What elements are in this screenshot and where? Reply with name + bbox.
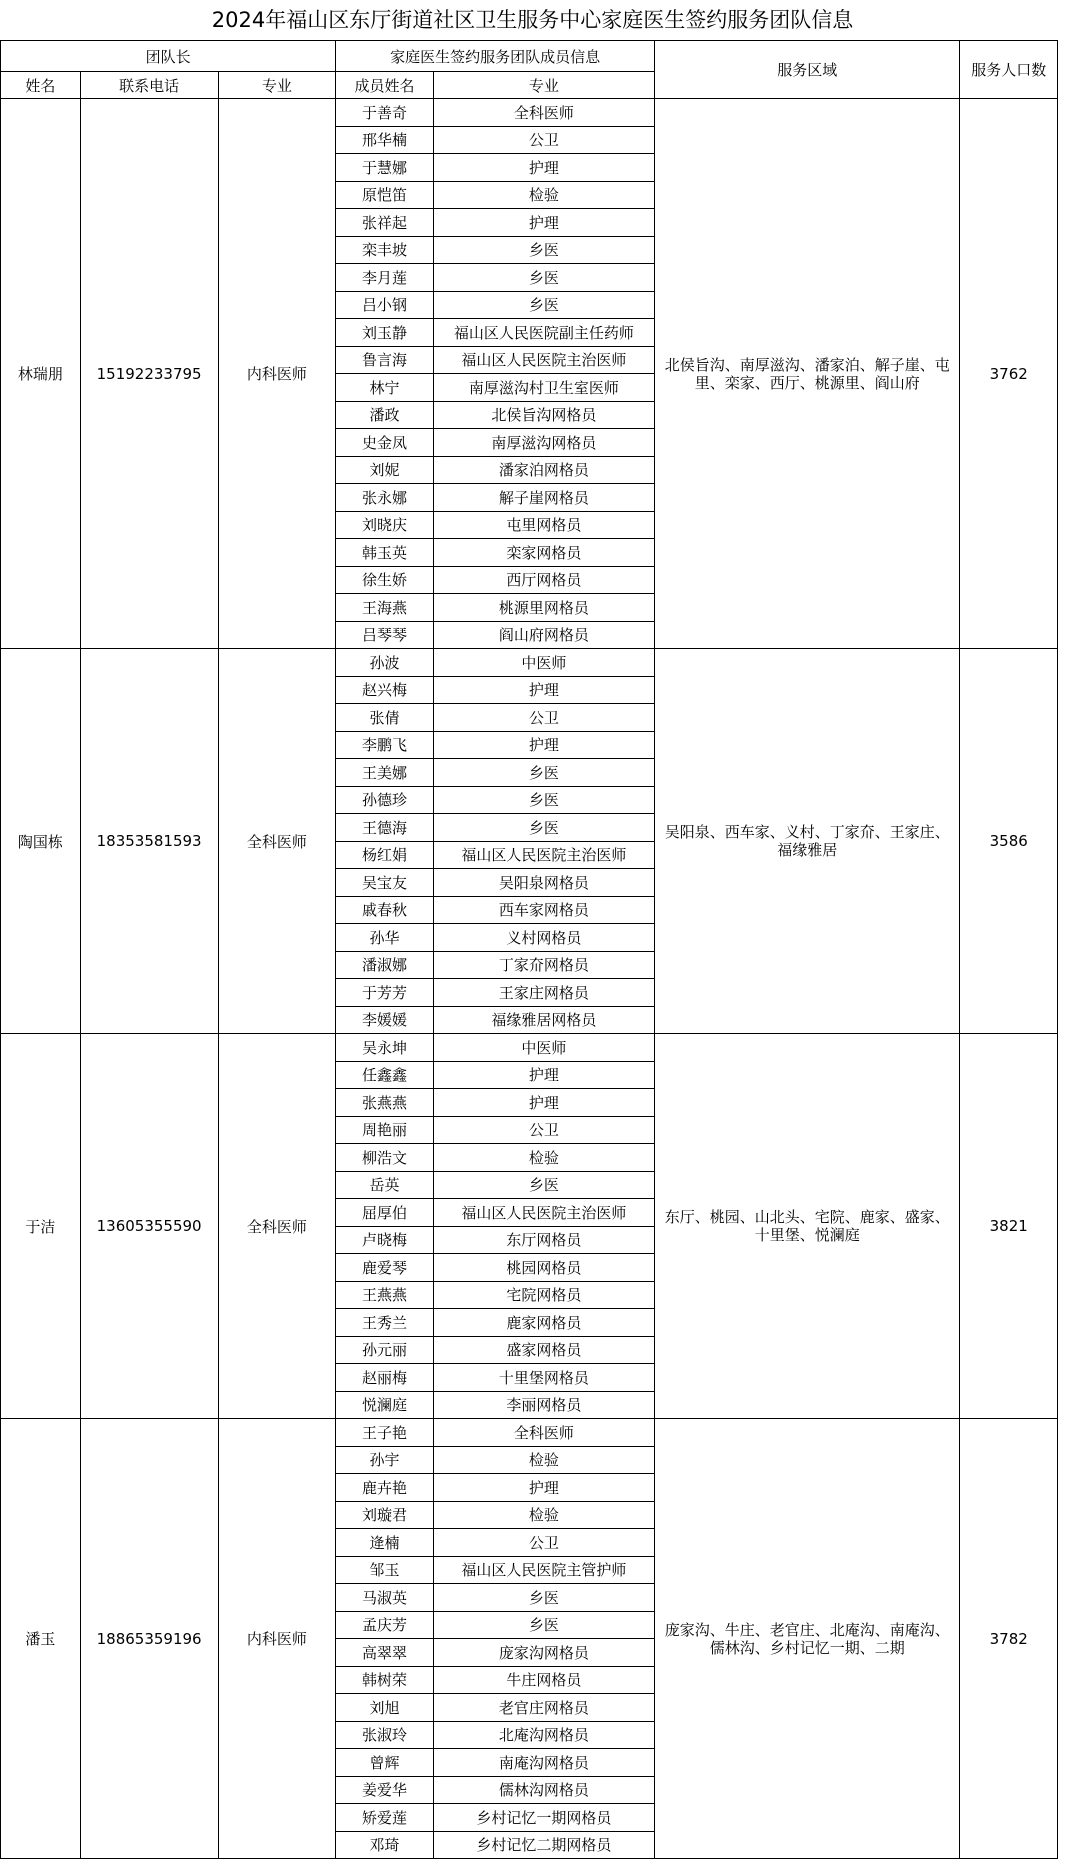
member-name: 李鹏飞 — [336, 731, 433, 759]
member-name: 潘政 — [336, 401, 433, 429]
member-specialty: 护理 — [433, 1474, 654, 1502]
member-row — [1, 99, 1058, 127]
member-specialty: 南庵沟网格员 — [433, 1749, 654, 1777]
member-specialty: 检验 — [433, 1446, 654, 1474]
member-name: 刘玉静 — [336, 319, 433, 347]
header-service-area: 服务区域 — [654, 41, 960, 99]
member-specialty: 王家庄网格员 — [433, 979, 654, 1007]
member-specialty: 栾家网格员 — [433, 539, 654, 567]
member-specialty: 福山区人民医院主治医师 — [433, 346, 654, 374]
team-leader-name: 林瑞朋 — [1, 99, 81, 649]
team-leader-phone: 18865359196 — [80, 1419, 218, 1859]
member-name: 孙宇 — [336, 1446, 433, 1474]
member-specialty: 中医师 — [433, 1034, 654, 1062]
header-member-specialty: 专业 — [433, 72, 654, 99]
team-leader-name: 陶国栋 — [1, 649, 81, 1034]
member-name: 赵兴梅 — [336, 676, 433, 704]
member-name: 史金凤 — [336, 429, 433, 457]
member-specialty: 护理 — [433, 676, 654, 704]
member-name: 马淑英 — [336, 1584, 433, 1612]
member-specialty: 盛家网格员 — [433, 1336, 654, 1364]
member-specialty: 公卫 — [433, 126, 654, 154]
member-specialty: 潘家泊网格员 — [433, 456, 654, 484]
member-specialty: 乡医 — [433, 786, 654, 814]
member-name: 韩树荣 — [336, 1666, 433, 1694]
member-specialty: 老官庄网格员 — [433, 1694, 654, 1722]
member-specialty: 丁家夼网格员 — [433, 951, 654, 979]
member-specialty: 北庵沟网格员 — [433, 1721, 654, 1749]
member-specialty: 公卫 — [433, 1529, 654, 1557]
member-name: 李媛媛 — [336, 1006, 433, 1034]
member-specialty: 乡医 — [433, 814, 654, 842]
member-name: 屈厚伯 — [336, 1199, 433, 1227]
member-specialty: 福山区人民医院主治医师 — [433, 1199, 654, 1227]
member-specialty: 乡医 — [433, 291, 654, 319]
member-specialty: 全科医师 — [433, 1419, 654, 1447]
member-name: 周艳丽 — [336, 1116, 433, 1144]
member-name: 鹿爱琴 — [336, 1254, 433, 1282]
member-name: 张淑玲 — [336, 1721, 433, 1749]
member-specialty: 乡村记忆二期网格员 — [433, 1831, 654, 1859]
member-name: 刘旭 — [336, 1694, 433, 1722]
member-name: 吴永坤 — [336, 1034, 433, 1062]
member-name: 赵丽梅 — [336, 1364, 433, 1392]
service-area: 吴阳泉、西车家、义村、丁家夼、王家庄、福缘雅居 — [654, 649, 960, 1034]
team-leader-specialty: 内科医师 — [218, 99, 336, 649]
member-specialty: 乡医 — [433, 264, 654, 292]
member-name: 悦澜庭 — [336, 1391, 433, 1419]
member-specialty: 南厚滋沟村卫生室医师 — [433, 374, 654, 402]
member-name: 高翠翠 — [336, 1639, 433, 1667]
member-name: 李月莲 — [336, 264, 433, 292]
member-specialty: 福山区人民医院主管护师 — [433, 1556, 654, 1584]
member-specialty: 西车家网格员 — [433, 896, 654, 924]
member-name: 邹玉 — [336, 1556, 433, 1584]
member-specialty: 乡村记忆一期网格员 — [433, 1804, 654, 1832]
member-name: 吕琴琴 — [336, 621, 433, 649]
header-members-info: 家庭医生签约服务团队成员信息 — [336, 41, 655, 72]
member-name: 曾辉 — [336, 1749, 433, 1777]
member-name: 刘璇君 — [336, 1501, 433, 1529]
member-name: 吴宝友 — [336, 869, 433, 897]
member-name: 矫爱莲 — [336, 1804, 433, 1832]
member-name: 鲁言海 — [336, 346, 433, 374]
member-specialty: 福山区人民医院副主任药师 — [433, 319, 654, 347]
team-leader-name: 于洁 — [1, 1034, 81, 1419]
member-name: 刘晓庆 — [336, 511, 433, 539]
member-row — [1, 649, 1058, 677]
member-name: 刘妮 — [336, 456, 433, 484]
member-specialty: 解子崖网格员 — [433, 484, 654, 512]
member-name: 任鑫鑫 — [336, 1061, 433, 1089]
header-service-population: 服务人口数 — [960, 41, 1058, 99]
team-leader-phone: 18353581593 — [80, 649, 218, 1034]
member-specialty: 公卫 — [433, 1116, 654, 1144]
member-name: 王燕燕 — [336, 1281, 433, 1309]
member-specialty: 检验 — [433, 1501, 654, 1529]
member-specialty: 宅院网格员 — [433, 1281, 654, 1309]
member-name: 杨红娟 — [336, 841, 433, 869]
member-specialty: 护理 — [433, 1089, 654, 1117]
member-specialty: 护理 — [433, 209, 654, 237]
member-name: 逄楠 — [336, 1529, 433, 1557]
member-specialty: 中医师 — [433, 649, 654, 677]
member-specialty: 桃园网格员 — [433, 1254, 654, 1282]
member-name: 岳英 — [336, 1171, 433, 1199]
header-leader-name: 姓名 — [1, 72, 81, 99]
member-specialty: 福山区人民医院主治医师 — [433, 841, 654, 869]
member-row — [1, 1419, 1058, 1447]
member-name: 孙元丽 — [336, 1336, 433, 1364]
team-leader-specialty: 内科医师 — [218, 1419, 336, 1859]
member-name: 韩玉英 — [336, 539, 433, 567]
member-specialty: 护理 — [433, 154, 654, 182]
header-leader-phone: 联系电话 — [80, 72, 218, 99]
service-population: 3821 — [960, 1034, 1058, 1419]
member-specialty: 南厚滋沟网格员 — [433, 429, 654, 457]
member-specialty: 全科医师 — [433, 99, 654, 127]
member-specialty: 牛庄网格员 — [433, 1666, 654, 1694]
member-name: 原恺笛 — [336, 181, 433, 209]
team-leader-phone: 13605355590 — [80, 1034, 218, 1419]
member-specialty: 屯里网格员 — [433, 511, 654, 539]
member-name: 于芳芳 — [336, 979, 433, 1007]
member-specialty: 护理 — [433, 1061, 654, 1089]
member-name: 于慧娜 — [336, 154, 433, 182]
member-specialty: 福缘雅居网格员 — [433, 1006, 654, 1034]
member-specialty: 李丽网格员 — [433, 1391, 654, 1419]
member-specialty: 义村网格员 — [433, 924, 654, 952]
member-specialty: 北侯旨沟网格员 — [433, 401, 654, 429]
member-name: 卢晓梅 — [336, 1226, 433, 1254]
member-name: 林宁 — [336, 374, 433, 402]
member-name: 潘淑娜 — [336, 951, 433, 979]
service-area: 庞家沟、牛庄、老官庄、北庵沟、南庵沟、儒林沟、乡村记忆一期、二期 — [654, 1419, 960, 1859]
service-area: 北侯旨沟、南厚滋沟、潘家泊、解子崖、屯里、栾家、西厅、桃源里、阎山府 — [654, 99, 960, 649]
member-specialty: 庞家沟网格员 — [433, 1639, 654, 1667]
service-area: 东厅、桃园、山北头、宅院、鹿家、盛家、十里堡、悦澜庭 — [654, 1034, 960, 1419]
member-name: 孙波 — [336, 649, 433, 677]
member-row — [1, 1034, 1058, 1062]
team-table — [0, 40, 1058, 1859]
team-leader-phone: 15192233795 — [80, 99, 218, 649]
page-title: 2024年福山区东厅街道社区卫生服务中心家庭医生签约服务团队信息 — [211, 8, 854, 32]
member-specialty: 东厅网格员 — [433, 1226, 654, 1254]
member-specialty: 乡医 — [433, 1584, 654, 1612]
service-population: 3762 — [960, 99, 1058, 649]
member-specialty: 护理 — [433, 731, 654, 759]
member-name: 孟庆芳 — [336, 1611, 433, 1639]
member-name: 孙德珍 — [336, 786, 433, 814]
member-specialty: 桃源里网格员 — [433, 594, 654, 622]
team-table-body — [1, 41, 1058, 1859]
team-leader-name: 潘玉 — [1, 1419, 81, 1859]
member-name: 王德海 — [336, 814, 433, 842]
team-leader-specialty: 全科医师 — [218, 1034, 336, 1419]
service-population: 3782 — [960, 1419, 1058, 1859]
member-name: 栾丰坡 — [336, 236, 433, 264]
member-name: 邢华楠 — [336, 126, 433, 154]
member-name: 鹿卉艳 — [336, 1474, 433, 1502]
member-specialty: 乡医 — [433, 1611, 654, 1639]
member-name: 王秀兰 — [336, 1309, 433, 1337]
member-name: 戚春秋 — [336, 896, 433, 924]
member-specialty: 乡医 — [433, 1171, 654, 1199]
member-name: 吕小钢 — [336, 291, 433, 319]
member-specialty: 儒林沟网格员 — [433, 1776, 654, 1804]
member-name: 张祥起 — [336, 209, 433, 237]
member-specialty: 检验 — [433, 1144, 654, 1172]
member-name: 于善奇 — [336, 99, 433, 127]
member-specialty: 吴阳泉网格员 — [433, 869, 654, 897]
member-name: 王美娜 — [336, 759, 433, 787]
member-name: 王海燕 — [336, 594, 433, 622]
member-specialty: 十里堡网格员 — [433, 1364, 654, 1392]
member-name: 徐生娇 — [336, 566, 433, 594]
member-name: 张永娜 — [336, 484, 433, 512]
member-name: 姜爱华 — [336, 1776, 433, 1804]
member-specialty: 鹿家网格员 — [433, 1309, 654, 1337]
member-name: 柳浩文 — [336, 1144, 433, 1172]
team-leader-specialty: 全科医师 — [218, 649, 336, 1034]
member-name: 张燕燕 — [336, 1089, 433, 1117]
header-team-leader: 团队长 — [1, 41, 336, 72]
header-leader-specialty: 专业 — [218, 72, 336, 99]
member-specialty: 乡医 — [433, 759, 654, 787]
header-member-name: 成员姓名 — [336, 72, 433, 99]
member-specialty: 公卫 — [433, 704, 654, 732]
service-population: 3586 — [960, 649, 1058, 1034]
member-specialty: 检验 — [433, 181, 654, 209]
member-name: 王子艳 — [336, 1419, 433, 1447]
member-specialty: 乡医 — [433, 236, 654, 264]
member-specialty: 西厅网格员 — [433, 566, 654, 594]
member-name: 孙华 — [336, 924, 433, 952]
member-name: 张倩 — [336, 704, 433, 732]
member-name: 邓琦 — [336, 1831, 433, 1859]
header-row-1 — [1, 41, 1058, 72]
member-specialty: 阎山府网格员 — [433, 621, 654, 649]
